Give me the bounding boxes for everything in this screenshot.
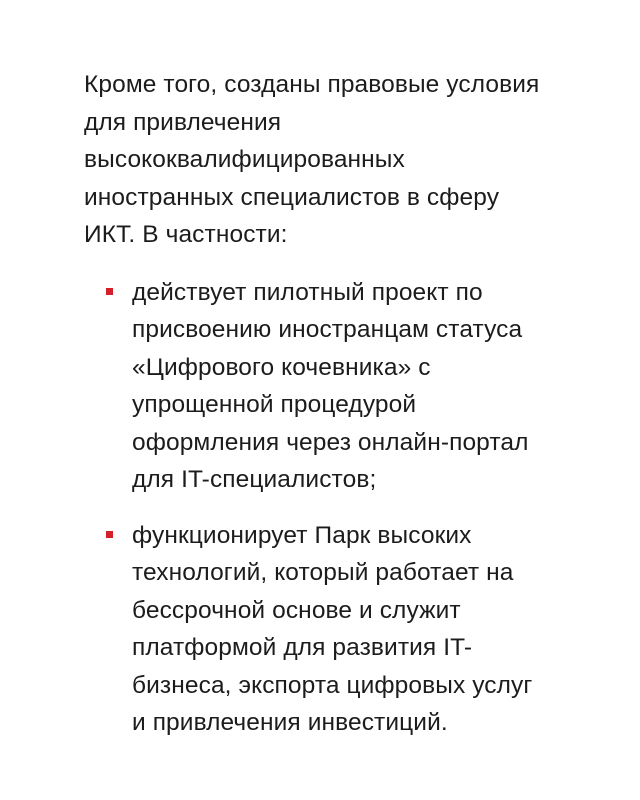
bullet-line: технологий, который работает на [132, 559, 514, 586]
list-item [84, 274, 564, 499]
bullet-line: оформления через онлайн-портал [132, 428, 529, 456]
square-bullet-icon [106, 531, 113, 538]
bullet-line: платформой для развития IT- [132, 634, 473, 661]
list-item [84, 517, 564, 742]
document-body [84, 66, 564, 742]
intro-line: для привлечения [84, 108, 282, 136]
square-bullet-icon [106, 288, 113, 295]
intro-paragraph [84, 66, 564, 254]
bullet-line: присвоению иностранцам статуса [132, 316, 523, 343]
bullet-line: для IT-специалистов; [132, 466, 377, 493]
intro-line: Кроме того, созданы правовые условия [84, 71, 540, 98]
bullet-line: и привлечения инвестиций. [132, 709, 448, 736]
bullet-line: упрощенной процедурой [132, 391, 417, 418]
bullet-line: бизнеса, экспорта цифровых услуг [132, 671, 533, 699]
intro-line: высококвалифицированных [84, 146, 405, 173]
bullet-list [84, 274, 564, 742]
intro-line: иностранных специалистов в сферу [84, 183, 500, 211]
bullet-line: бессрочной основе и служит [132, 596, 461, 624]
bullet-line: действует пилотный проект по [132, 278, 483, 306]
bullet-line: функционирует Парк высоких [132, 521, 472, 549]
bullet-line: «Цифрового кочевника» с [132, 353, 431, 381]
intro-line: ИКТ. В частности: [84, 221, 288, 248]
